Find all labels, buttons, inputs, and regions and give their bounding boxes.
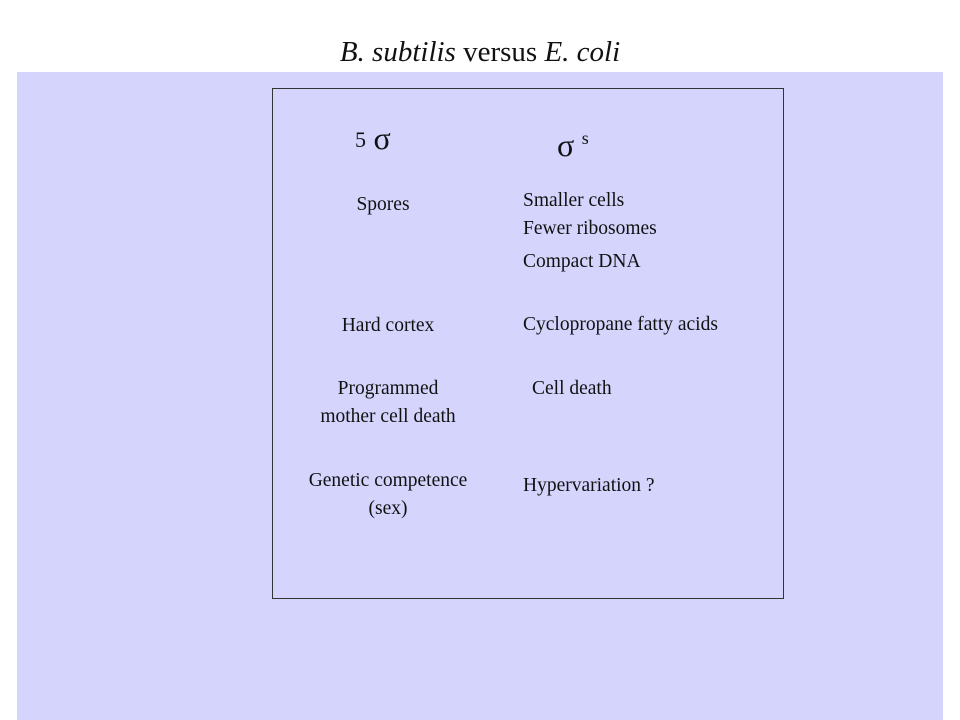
left-sigma-symbol: σ <box>373 120 391 156</box>
title-e-coli: E. coli <box>544 36 621 68</box>
sigma-count: 5 <box>355 127 366 152</box>
right-item-hypervariation: Hypervariation ? <box>523 475 655 496</box>
right-item-cyclopropane: Cyclopropane fatty acids <box>523 314 718 335</box>
left-item-sex: (sex) <box>368 498 408 519</box>
left-item-genetic-competence: Genetic competence <box>308 470 468 491</box>
sigma-superscript: s <box>581 128 589 148</box>
left-item-programmed: Programmed <box>337 378 439 399</box>
right-sigma-symbol: σ <box>557 127 575 163</box>
left-item-spores: Spores <box>356 194 410 215</box>
left-item-mother-cell-death: mother cell death <box>320 406 456 427</box>
slide-title <box>0 34 960 70</box>
right-sigma-header <box>557 120 589 165</box>
right-item-compact-dna: Compact DNA <box>523 251 641 272</box>
right-item-fewer-ribosomes: Fewer ribosomes <box>523 218 657 239</box>
title-versus: versus <box>455 36 545 68</box>
title-b-subtilis: B. subtilis <box>339 36 456 68</box>
left-item-hard-cortex: Hard cortex <box>341 315 435 336</box>
left-sigma-header <box>355 120 391 158</box>
right-item-cell-death: Cell death <box>532 378 612 399</box>
right-item-smaller-cells: Smaller cells <box>523 190 625 211</box>
